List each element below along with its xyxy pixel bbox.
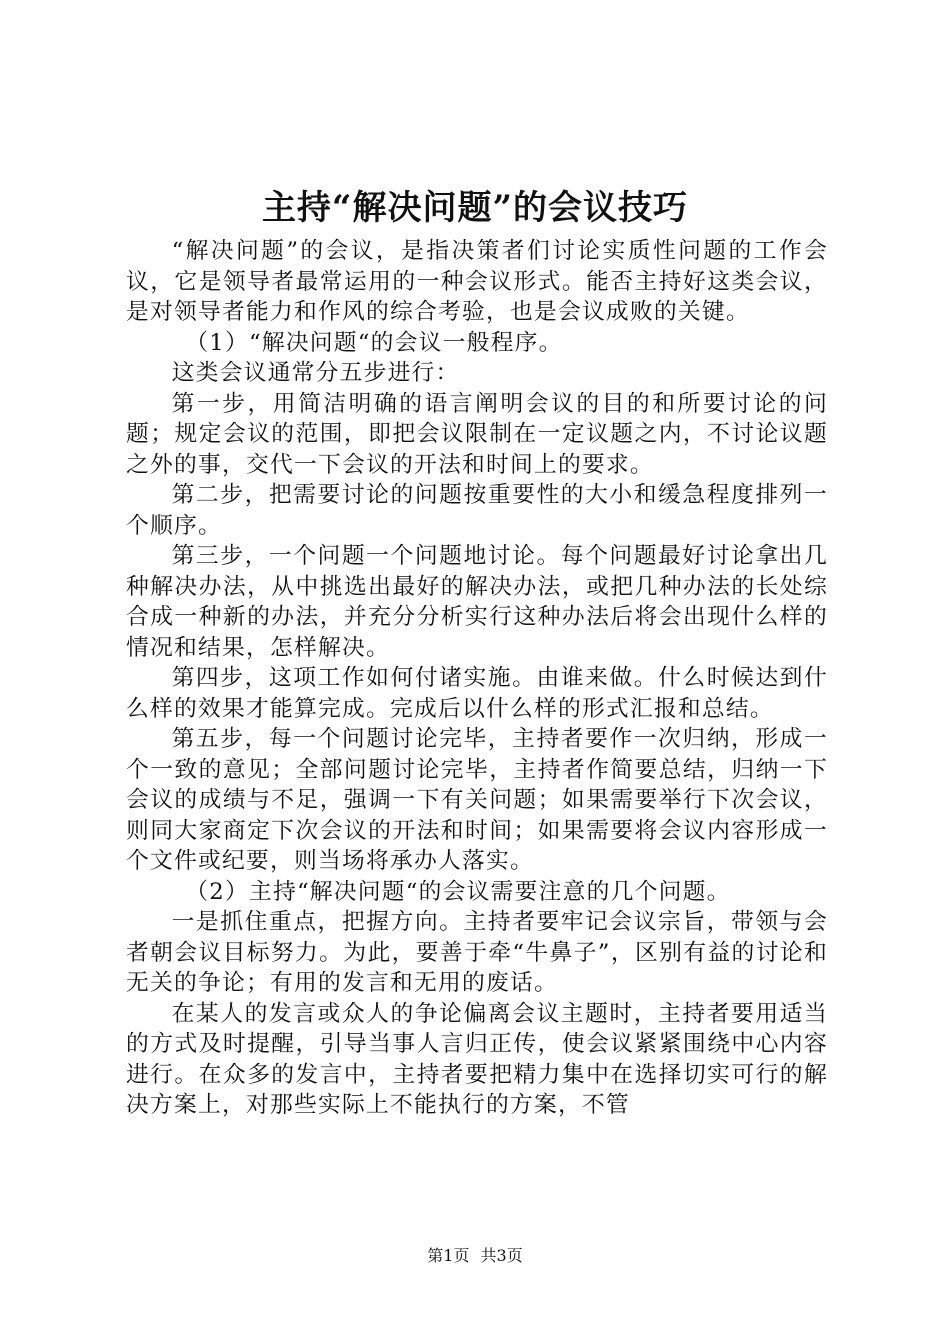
paragraph-point-1: 一是抓住重点，把握方向。主持者要牢记会议宗旨，带领与会者朝会议目标努力。为此，要善于牵“牛鼻子”，区别有益的讨论和无关的争论；有用的发言和无用的废话。 (126, 909, 828, 996)
paragraph-step-3: 第三步，一个问题一个问题地讨论。每个问题最好讨论拿出几种解决办法，从中挑选出最好的解决办法，或把几种办法的长处综合成一种新的办法，并充分分析实行这种办法后将会出现什么样的情况和结果，怎样解决。 (126, 543, 828, 661)
document-title: 主持“解决问题”的会议技巧 (261, 188, 689, 228)
paragraph-steps-intro: 这类会议通常分五步进行： (171, 360, 460, 386)
paragraph-step-5: 第五步，每一个问题讨论完毕，主持者要作一次归纳，形成一个一致的意见；全部问题讨论完毕，主持者作简要总结，归纳一下会议的成绩与不足，强调一下有关问题；如果需要举行下次会议，则同大家商定下次会议的开法和时间；如果需要将会议内容形成一个文件或纪要，则当场将承办人落实。 (126, 726, 828, 874)
page-footer: 第1页 共3页 (427, 1246, 523, 1265)
paragraph-step-4: 第四步，这项工作如何付诸实施。由谁来做。什么时候达到什么样的效果才能算完成。完成后以什么样的形式汇报和总结。 (126, 665, 828, 722)
section-heading-2: （2）主持“解决问题“的会议需要注意的几个问题。 (185, 878, 731, 905)
paragraph-intro: “解决问题”的会议，是指决策者们讨论实质性问题的工作会议，它是领导者最常运用的一种会议形式。能否主持好这类会议，是对领导者能力和作风的综合考验，也是会议成败的关键。 (126, 238, 828, 325)
paragraph-step-1: 第一步，用简洁明确的语言阐明会议的目的和所要讨论的问题；规定会议的范围，即把会议限制在一定议题之内，不讨论议题之外的事，交代一下会议的开法和时间上的要求。 (126, 390, 828, 478)
paragraph-point-1-detail: 在某人的发言或众人的争论偏离会议主题时，主持者要用适当的方式及时提醒，引导当事人言归正传，使会议紧紧围绕中心内容进行。在众多的发言中，主持者要把精力集中在选择切实可行的解决方案上，对那些实际上不能执行的方案，不管 (126, 1000, 828, 1118)
document-body (126, 236, 828, 1121)
section-heading-1: （1）“解决问题“的会议一般程序。 (185, 329, 563, 356)
paragraph-step-2: 第二步，把需要讨论的问题按重要性的大小和缓急程度排列一个顺序。 (126, 482, 828, 539)
